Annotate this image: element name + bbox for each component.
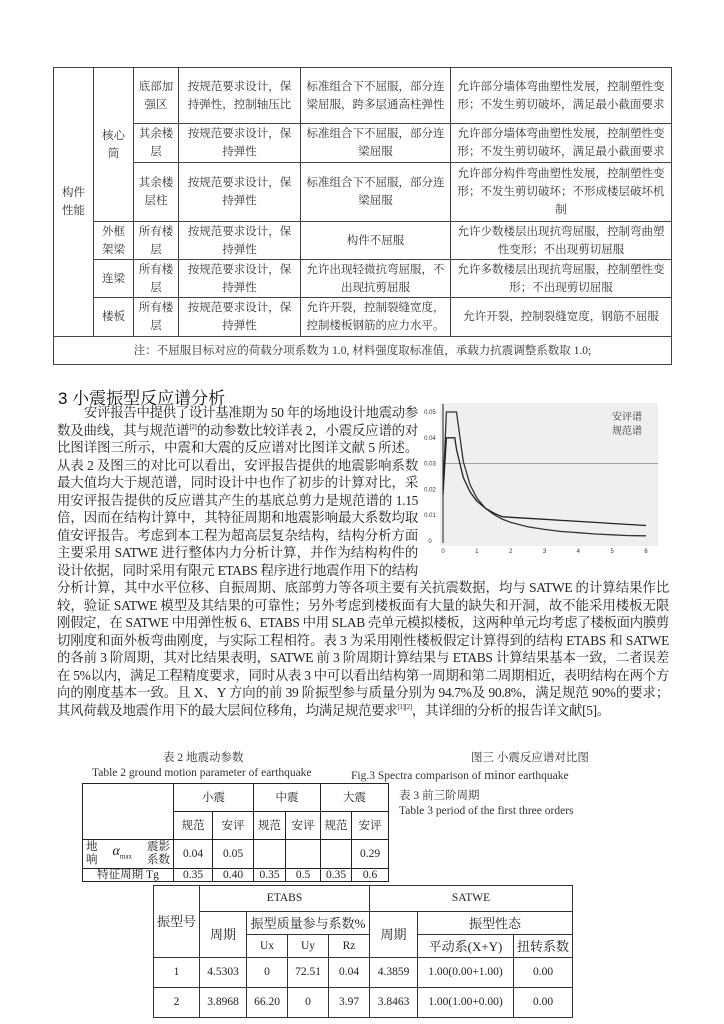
moderate-cell: 标准组合下不屈服，部分连梁屈服 xyxy=(301,163,451,222)
x-tick-label: 4 xyxy=(576,549,581,555)
level-header: 小震 xyxy=(174,784,254,812)
mass-factor-header: 振型质量参与系数% xyxy=(247,912,370,935)
cell xyxy=(254,840,286,869)
ux-header: Ux xyxy=(247,935,288,958)
citation: [2] xyxy=(404,702,412,711)
minor-cell: 按规范要求设计，保持弹性 xyxy=(179,260,301,298)
cell: 0.05 xyxy=(213,840,254,869)
period-table xyxy=(153,885,573,1018)
table-row xyxy=(54,124,672,163)
text: 安评报告中提供了设计基准期为 50 年的场地设计地震动参数及曲线，其与规范谱 xyxy=(57,405,418,438)
section-heading: 3 小震振型反应谱分析 xyxy=(58,389,226,408)
major-cell: 允许少数楼层出现抗弯屈服，控制弯曲塑性变形；不出现剪切屈服 xyxy=(451,222,672,260)
cell xyxy=(286,840,321,869)
moderate-cell: 允许出现轻微抗弯屈服，不出现抗剪屈服 xyxy=(301,260,451,298)
torsion-header: 扭转系数 xyxy=(514,935,573,958)
text: 构件的设计依据，同时采用有限元 ETABS 程序进行地震作用下的结构分析计算，其中水平位移、自振周期、底部剪力等各项主要有关抗震数据，均与 SATWE 的计算结果作比较，验证 SATWE 模型及其结果的可靠性；另外考虑到楼板面有大量的缺失和开洞，故不能采用楼板无限刚假定，在 SATWE 中用弹性板 6、ETABS 中用 SLAB 壳单元模拟楼板，这两种单元均考虑了楼板面内膜剪切刚度和面外板弯曲刚度，与实际工程相符。表 3 为采用刚性楼板假定计算得到的结构 ETABS 和 SATWE 的各前 3 阶周期，其对比结果表明，SATWE 前 3 阶周期计算结果与 ETABS 计算结果基本一致，二者误差在 5%以内，满足工程精度要求，同时从表 3 中可以看出结构第一周期和第二周期相近，表明结构在两个方向的刚度基本一致。且 X、Y 方向的前 39 阶振型参与质量分别为 94.7%及 90.8%，满足规范 90%的要求；其风荷载及地震作用下的最大层间位移角，均满足规范要求 xyxy=(57,545,669,718)
table-note: 注：不屈服目标对应的荷载分项系数为 1.0, 材料强度取标准值，承载力抗震调整系数取 1.0; xyxy=(54,337,672,365)
cell: 3.8968 xyxy=(200,988,247,1018)
zone-cell: 其余楼层柱 xyxy=(134,163,179,222)
cell: 4.3859 xyxy=(370,958,418,988)
y-tick-label: 0.04 xyxy=(424,435,436,442)
zone-cell: 所有楼层 xyxy=(134,260,179,298)
table-row xyxy=(54,68,672,124)
moderate-cell: 标准组合下不屈服，部分连梁屈服 xyxy=(301,124,451,163)
satwe-header: SATWE xyxy=(370,886,573,912)
table-row xyxy=(154,988,573,1018)
table-row xyxy=(154,958,573,988)
text: 响 xyxy=(86,854,98,866)
alpha-max-label xyxy=(83,840,174,869)
zone-cell: 所有楼层 xyxy=(134,298,179,337)
cell: 72.51 xyxy=(288,958,329,988)
legend-label-anping: 安评谱 xyxy=(612,412,642,423)
moderate-cell: 标准组合下不屈服，部分连梁屈服，跨多层通高柱弹性 xyxy=(301,68,451,124)
text: 地 xyxy=(86,841,98,853)
cell: 0 xyxy=(247,958,288,988)
moderate-cell: 允许开裂，控制裂缝宽度，控制楼板钢筋的应力水平。 xyxy=(301,298,451,337)
minor-cell: 按规范要求设计，保持弹性 xyxy=(179,298,301,337)
performance-objectives-table xyxy=(53,67,672,365)
cell: 0.35 xyxy=(254,869,286,882)
x-tick-label: 5 xyxy=(610,549,614,555)
mode-state-header: 振型性态 xyxy=(418,912,573,935)
tg-label: 特征周期 Tg xyxy=(83,869,174,882)
x-tick-label: 2 xyxy=(508,549,513,555)
table2-caption-cn: 表 2 地震动参数 xyxy=(163,752,244,764)
text: 的动参数比较详表 2，小震反应谱的对比图详图三所示，中震和大震的反应谱对比图详文献 5 所述。从表 2 及图三的对比可以看出，安评报告提供的地震影响系数最大值均大于规范谱，同时设计中也作了初步的计算对比，采用安评报告提供的反应谱其产生的基底总剪力是规范谱的 1.15 倍，因而在结构计算中，其特征周期和地震影响最大系数均取值安评报告。考虑到本工程为超高层复杂结构，结构分析方面主要采用 SATWE 进行整体内力分析计算，并作为结构 xyxy=(57,422,418,560)
cell: 0.40 xyxy=(213,869,254,882)
mode-no: 1 xyxy=(154,958,200,988)
member-cell: 外框架梁 xyxy=(94,222,134,260)
cell: 3.97 xyxy=(329,988,370,1018)
text: Fig.3 Spectra comparison of xyxy=(351,770,485,782)
sub-header: 安评 xyxy=(352,812,389,840)
fig3-caption-en xyxy=(351,767,569,783)
etabs-period-header: 周期 xyxy=(200,912,247,958)
table-row xyxy=(54,163,672,222)
group-label: 构件性能 xyxy=(54,68,94,337)
major-cell: 允许开裂，控制裂缝宽度，钢筋不屈服 xyxy=(451,298,672,337)
table2-caption-en: Table 2 ground motion parameter of earthquake xyxy=(92,767,312,779)
table-note-row xyxy=(54,337,672,365)
text: minor xyxy=(484,767,516,782)
major-cell: 允许部分构件弯曲塑性发展，控制塑性变形；不发生剪切破坏；不形成楼层破坏机制 xyxy=(451,163,672,222)
citation: [2] xyxy=(189,422,197,431)
empty-header xyxy=(83,784,174,840)
cell: 0.35 xyxy=(174,869,213,882)
text: earthquake xyxy=(515,770,569,782)
text: ，其详细的分析的报告详文献[5]。 xyxy=(411,702,610,718)
member-cell: 楼板 xyxy=(94,298,134,337)
rz-header: Rz xyxy=(329,935,370,958)
y-tick-label: 0.02 xyxy=(424,487,436,494)
etabs-header: ETABS xyxy=(200,886,370,912)
body-paragraph-1 xyxy=(57,405,418,560)
zone-cell: 所有楼层 xyxy=(134,222,179,260)
major-cell: 允许部分墙体弯曲塑性发展，控制塑性变形；不发生剪切破坏，满足最小截面要求 xyxy=(451,124,672,163)
table-row xyxy=(54,298,672,337)
table-row xyxy=(83,869,389,882)
cell: 0.35 xyxy=(321,869,352,882)
table3-caption-cn: 表 3 前三阶周期 xyxy=(399,790,480,802)
y-tick-label: 0 xyxy=(428,539,432,545)
cell: 0.04 xyxy=(174,840,213,869)
sub-header: 规范 xyxy=(174,812,213,840)
citation: [1] xyxy=(397,702,405,711)
major-cell: 允许部分墙体弯曲塑性发展，控制塑性变形；不发生剪切破坏，满足最小截面要求 xyxy=(451,68,672,124)
text: 系数 xyxy=(146,854,170,866)
cell: 4.5303 xyxy=(200,958,247,988)
alpha-symbol: α xyxy=(112,843,120,859)
cell: 0.5 xyxy=(286,869,321,882)
cell: 0.29 xyxy=(352,840,389,869)
table-row xyxy=(54,260,672,298)
mode-no: 2 xyxy=(154,988,200,1018)
cell: 0.04 xyxy=(329,958,370,988)
x-tick-label: 0 xyxy=(441,549,445,555)
table-header-row xyxy=(83,784,389,812)
cell: 66.20 xyxy=(247,988,288,1018)
y-tick-label: 0.01 xyxy=(424,513,436,520)
sub-header: 安评 xyxy=(213,812,254,840)
minor-cell: 按规范要求设计，保持弹性，控制轴压比 xyxy=(179,68,301,124)
moderate-cell: 构件不屈服 xyxy=(301,222,451,260)
table-header-row xyxy=(154,886,573,912)
cell: 1.00(0.00+1.00) xyxy=(418,958,514,988)
sub-header: 规范 xyxy=(254,812,286,840)
cell: 3.8463 xyxy=(370,988,418,1018)
minor-cell: 按规范要求设计，保持弹性 xyxy=(179,124,301,163)
cell: 1.00(1.00+0.00) xyxy=(418,988,514,1018)
y-tick-label: 0.05 xyxy=(424,410,436,416)
fig3-caption-cn: 图三 小震反应谱对比图 xyxy=(471,752,589,764)
zone-cell: 其余楼层 xyxy=(134,124,179,163)
text: max xyxy=(119,852,132,861)
cell: 0.6 xyxy=(352,869,389,882)
cell: 0 xyxy=(288,988,329,1018)
member-cell: 连梁 xyxy=(94,260,134,298)
zone-cell: 底部加强区 xyxy=(134,68,179,124)
cell: 0.00 xyxy=(514,988,573,1018)
legend-label-code: 规范谱 xyxy=(612,426,642,437)
ground-motion-table xyxy=(82,783,389,882)
major-cell: 允许多数楼层出现抗弯屈服，控制塑性变形；不出现剪切屈服 xyxy=(451,260,672,298)
minor-cell: 按规范要求设计，保持弹性 xyxy=(179,163,301,222)
x-tick-label: 1 xyxy=(475,549,479,555)
mode-no-header: 振型号 xyxy=(154,886,200,958)
uy-header: Uy xyxy=(288,935,329,958)
level-header: 中震 xyxy=(254,784,321,812)
text: 震影 xyxy=(146,841,170,853)
translation-header: 平动系(X+Y) xyxy=(418,935,514,958)
cell: 0.00 xyxy=(514,958,573,988)
table-header-row xyxy=(154,912,573,935)
x-tick-label: 6 xyxy=(644,549,648,555)
table3-caption-en: Table 3 period of the first three orders xyxy=(399,805,574,817)
member-cell: 核心筒 xyxy=(94,68,134,222)
y-tick-label: 0.03 xyxy=(424,461,436,468)
x-tick-label: 3 xyxy=(542,549,547,555)
body-paragraph-2 xyxy=(57,545,669,718)
cell xyxy=(321,840,352,869)
level-header: 大震 xyxy=(321,784,389,812)
table-row xyxy=(83,840,389,869)
sub-header: 安评 xyxy=(286,812,321,840)
minor-cell: 按规范要求设计，保持弹性 xyxy=(179,222,301,260)
sub-header: 规范 xyxy=(321,812,352,840)
satwe-period-header: 周期 xyxy=(370,912,418,958)
table-row xyxy=(54,222,672,260)
